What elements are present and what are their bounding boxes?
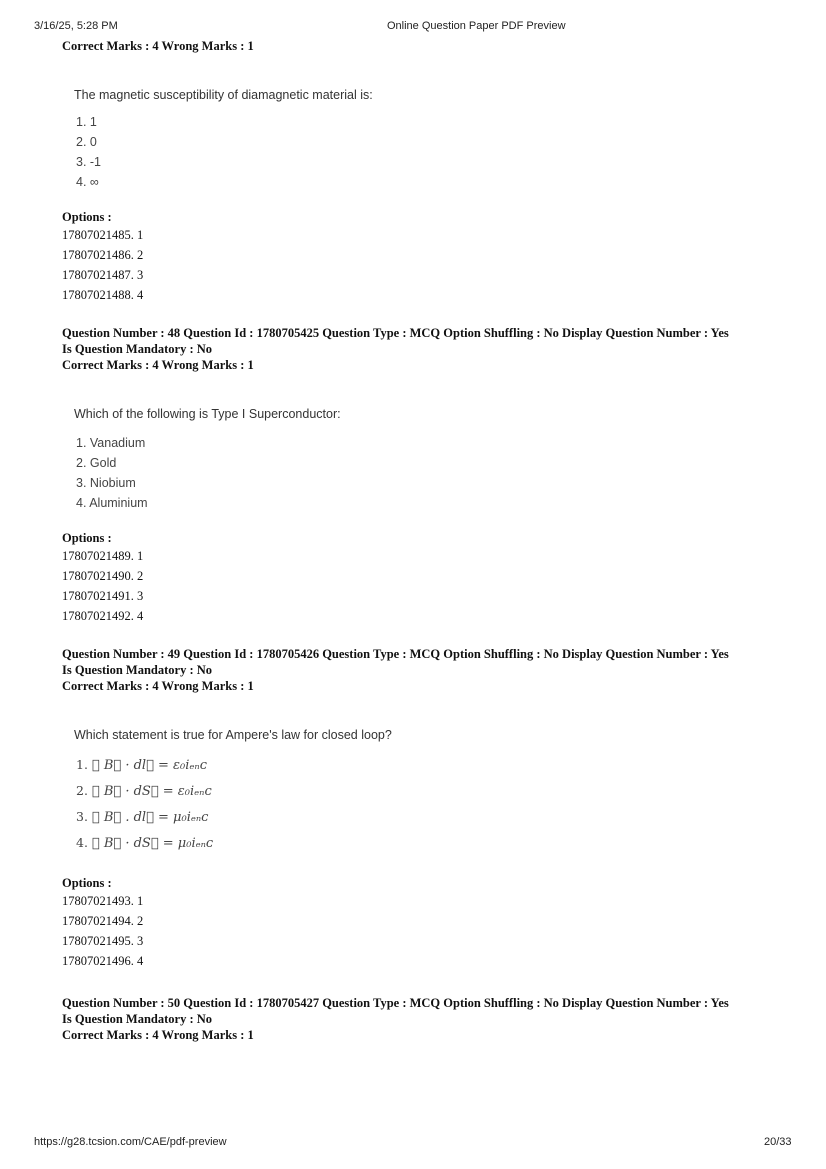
q47-choices [62, 112, 782, 192]
q47-question-text: The magnetic susceptibility of diamagnetic material is: [74, 88, 373, 102]
q47-options-label: Options : [62, 210, 112, 224]
q48-mandatory: Is Question Mandatory : No [62, 342, 213, 356]
q47-choice: 3. -1 [76, 155, 102, 169]
q49-choices [62, 752, 782, 856]
q47-choice: 4. ∞ [76, 175, 99, 189]
q49-choice-equation: ∮ B⃗ · dl⃗ = ε₀iₑₙᴄ [91, 758, 207, 773]
q49-info: Question Number : 49 Question Id : 1780705426 Question Type : MCQ Option Shuffling : No Display Question Number : Yes [62, 647, 729, 661]
print-datetime: 3/16/25, 5:28 PM [34, 20, 118, 32]
q47-choice: 2. 0 [76, 135, 97, 149]
q48-options-label: Options : [62, 531, 112, 545]
q49-choice-equation: ∮ B⃗ · dS⃗ = μ₀iₑₙᴄ [91, 836, 214, 851]
q49-choice-number: 3. [76, 809, 88, 824]
q48-marks: Correct Marks : 4 Wrong Marks : 1 [62, 358, 254, 372]
question-48 [62, 325, 782, 626]
q49-choice-number: 1. [76, 757, 88, 772]
q48-option-id: 17807021490. 2 [62, 569, 144, 583]
q47-option-id: 17807021487. 3 [62, 268, 144, 282]
question-47 [62, 38, 782, 305]
q49-option-id: 17807021493. 1 [62, 894, 144, 908]
q48-choice: 3. Niobium [76, 476, 136, 490]
q49-marks: Correct Marks : 4 Wrong Marks : 1 [62, 679, 254, 693]
q49-choice-equation: ∮ B⃗ . dl⃗ = μ₀iₑₙᴄ [91, 810, 209, 825]
q49-choice [76, 804, 782, 830]
q47-option-id: 17807021488. 4 [62, 288, 144, 302]
q47-option-ids [62, 225, 782, 305]
q47-choice: 1. 1 [76, 115, 97, 129]
q49-question-text: Which statement is true for Ampere's law for closed loop? [74, 728, 392, 742]
q49-option-id: 17807021496. 4 [62, 954, 144, 968]
q49-choice [76, 778, 782, 804]
print-title: Online Question Paper PDF Preview [387, 20, 566, 32]
q48-option-id: 17807021489. 1 [62, 549, 144, 563]
q49-choice-number: 4. [76, 835, 88, 850]
question-49 [62, 646, 782, 971]
q48-choice: 1. Vanadium [76, 436, 146, 450]
q49-choice-equation: ∮ B⃗ · dS⃗ = ε₀iₑₙᴄ [91, 784, 212, 799]
q49-options-label: Options : [62, 876, 112, 890]
print-url: https://g28.tcsion.com/CAE/pdf-preview [34, 1136, 227, 1148]
q48-option-id: 17807021492. 4 [62, 609, 144, 623]
q50-mandatory: Is Question Mandatory : No [62, 1012, 213, 1026]
question-50 [62, 995, 782, 1043]
q47-marks: Correct Marks : 4 Wrong Marks : 1 [62, 39, 254, 53]
q49-choice-number: 2. [76, 783, 88, 798]
q48-choice: 4. Aluminium [76, 496, 148, 510]
q50-marks: Correct Marks : 4 Wrong Marks : 1 [62, 1028, 254, 1042]
q48-info: Question Number : 48 Question Id : 1780705425 Question Type : MCQ Option Shuffling : No Display Question Number : Yes [62, 326, 729, 340]
q50-info: Question Number : 50 Question Id : 1780705427 Question Type : MCQ Option Shuffling : No Display Question Number : Yes [62, 996, 729, 1010]
q49-option-id: 17807021495. 3 [62, 934, 144, 948]
q48-option-id: 17807021491. 3 [62, 589, 144, 603]
q48-question-text: Which of the following is Type I Superconductor: [74, 407, 341, 421]
q49-choice [76, 830, 782, 856]
q47-option-id: 17807021486. 2 [62, 248, 144, 262]
q47-option-id: 17807021485. 1 [62, 228, 144, 242]
q49-option-ids [62, 891, 782, 971]
q49-option-id: 17807021494. 2 [62, 914, 144, 928]
q49-mandatory: Is Question Mandatory : No [62, 663, 213, 677]
q49-choice [76, 752, 782, 778]
page-number: 20/33 [764, 1136, 792, 1148]
q48-choice: 2. Gold [76, 456, 117, 470]
q48-choices [62, 433, 782, 513]
question-paper-content [62, 38, 782, 1043]
q48-option-ids [62, 546, 782, 626]
